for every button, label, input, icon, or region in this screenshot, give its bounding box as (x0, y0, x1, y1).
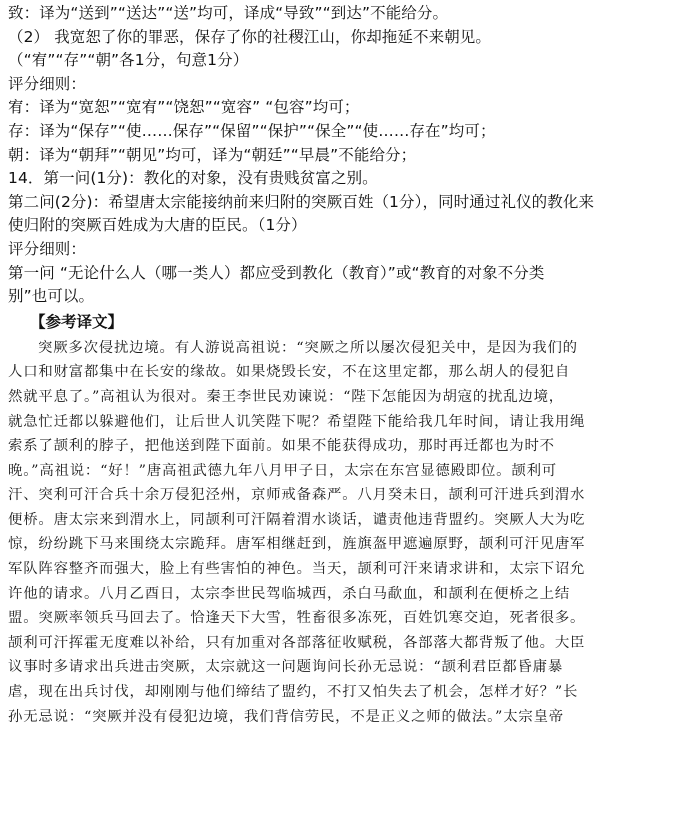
translation-line: 盟。突厥率领兵马回去了。恰逢天下大雪，牲畜很多冻死，百姓饥寒交迫，死者很多。 (8, 610, 586, 627)
translation-line: 虐，现在出兵讨伐，却刚刚与他们缔结了盟约，不打又怕失去了机会，怎样才好？”长 (8, 684, 579, 701)
translation-line: 人口和财富都集中在长安的缘故。如果烧毁长安，不在这里定都，那么胡人的侵犯自 (8, 364, 571, 381)
text-line: （2） 我宽恕了你的罪恶，保存了你的社稷江山，你却拖延不来朝见。 (8, 27, 491, 46)
translation-line: 然就平息了。”高祖认为很对。秦王李世民劝谏说：“陛下怎能因为胡寇的扰乱边境， (8, 388, 564, 405)
reference-translation-heading: 【参考译文】 (30, 312, 124, 331)
text-line: 评分细则： (8, 74, 87, 93)
text-line: 14．第一问(1分)：教化的对象，没有贵贱贫富之别。 (8, 169, 378, 188)
translation-line: 许他的请求。八月乙酉日，太宗李世民驾临城西，杀白马歃血，和颉利在便桥之上结 (8, 585, 571, 602)
text-line: 朝：译为“朝拜”“朝见”均可，译为“朝廷”“早晨”不能给分； (8, 145, 417, 164)
answer-section (8, 2, 692, 309)
text-line: 致：译为“送到”“送达”“送”均可，译成“导致”“到达”不能给分。 (8, 4, 449, 22)
translation-line: 惊，纷纷跳下马来围绕太宗跪拜。唐军相继赶到，旌旗盔甲遮遍原野，颉利可汗见唐军 (8, 536, 586, 553)
translation-line: 议事时多请求出兵进击突厥，太宗就这一问题询问长孙无忌说：“颉利君臣都昏庸暴 (8, 659, 564, 676)
translation-line: 孙无忌说：“突厥并没有侵犯边境，我们背信劳民，不是正义之师的做法。”太宗皇帝 (8, 708, 564, 725)
translation-line: 汗、突利可汗合兵十余万侵犯泾州，京师戒备森严。八月癸未日，颉利可汗进兵到渭水 (8, 487, 586, 504)
text-line: 使归附的突厥百姓成为大唐的臣民。（1分） (8, 216, 307, 235)
translation-line: 突厥多次侵扰边境。有人游说高祖说：“突厥之所以屡次侵犯关中，是因为我们的 (38, 339, 578, 356)
text-line: 宥：译为“宽恕”“宽宥”“饶恕”“宽容” “包容”均可； (8, 98, 360, 117)
text-line: 第二问(2分)：希望唐太宗能接纳前来归附的突厥百姓（1分），同时通过礼仪的教化来 (8, 192, 595, 211)
translation-line: 索系了颉利的脖子，把他送到陛下面前。如果不能获得成功，那时再迁都也为时不 (8, 438, 555, 455)
text-line: 别”也可以。 (8, 287, 95, 306)
translation-line: 便桥。唐太宗来到渭水上，同颉利可汗隔着渭水谈话，谴责他违背盟约。突厥人大为吃 (8, 511, 586, 528)
translation-section (8, 336, 692, 730)
translation-line: 晚。”高祖说：“好！”唐高祖武德九年八月甲子日，太宗在东宫显德殿即位。颉利可 (8, 462, 557, 479)
text-line: 评分细则： (8, 239, 87, 258)
translation-line: 军队阵容整齐而强大，脸上有些害怕的神色。当天，颉利可汗来请求讲和，太宗下诏允 (8, 561, 586, 578)
text-line: 第一问 “无论什么人（哪一类人）都应受到教化（教育）”或“教育的对象不分类 (8, 263, 545, 282)
translation-line: 颉利可汗挥霍无度难以补给，只有加重对各部落征收赋税，各部落大都背叛了他。大臣 (8, 634, 586, 651)
text-line: （“宥”“存”“朝”各1分，句意1分） (8, 51, 249, 70)
translation-line: 就急忙迁都以躲避他们，让后世人讥笑陛下呢？希望陛下能给我几年时间，请让我用绳 (8, 413, 586, 430)
text-line: 存：译为“保存”“使……保存”“保留”“保护”“保全”“使……存在”均可； (8, 121, 496, 140)
